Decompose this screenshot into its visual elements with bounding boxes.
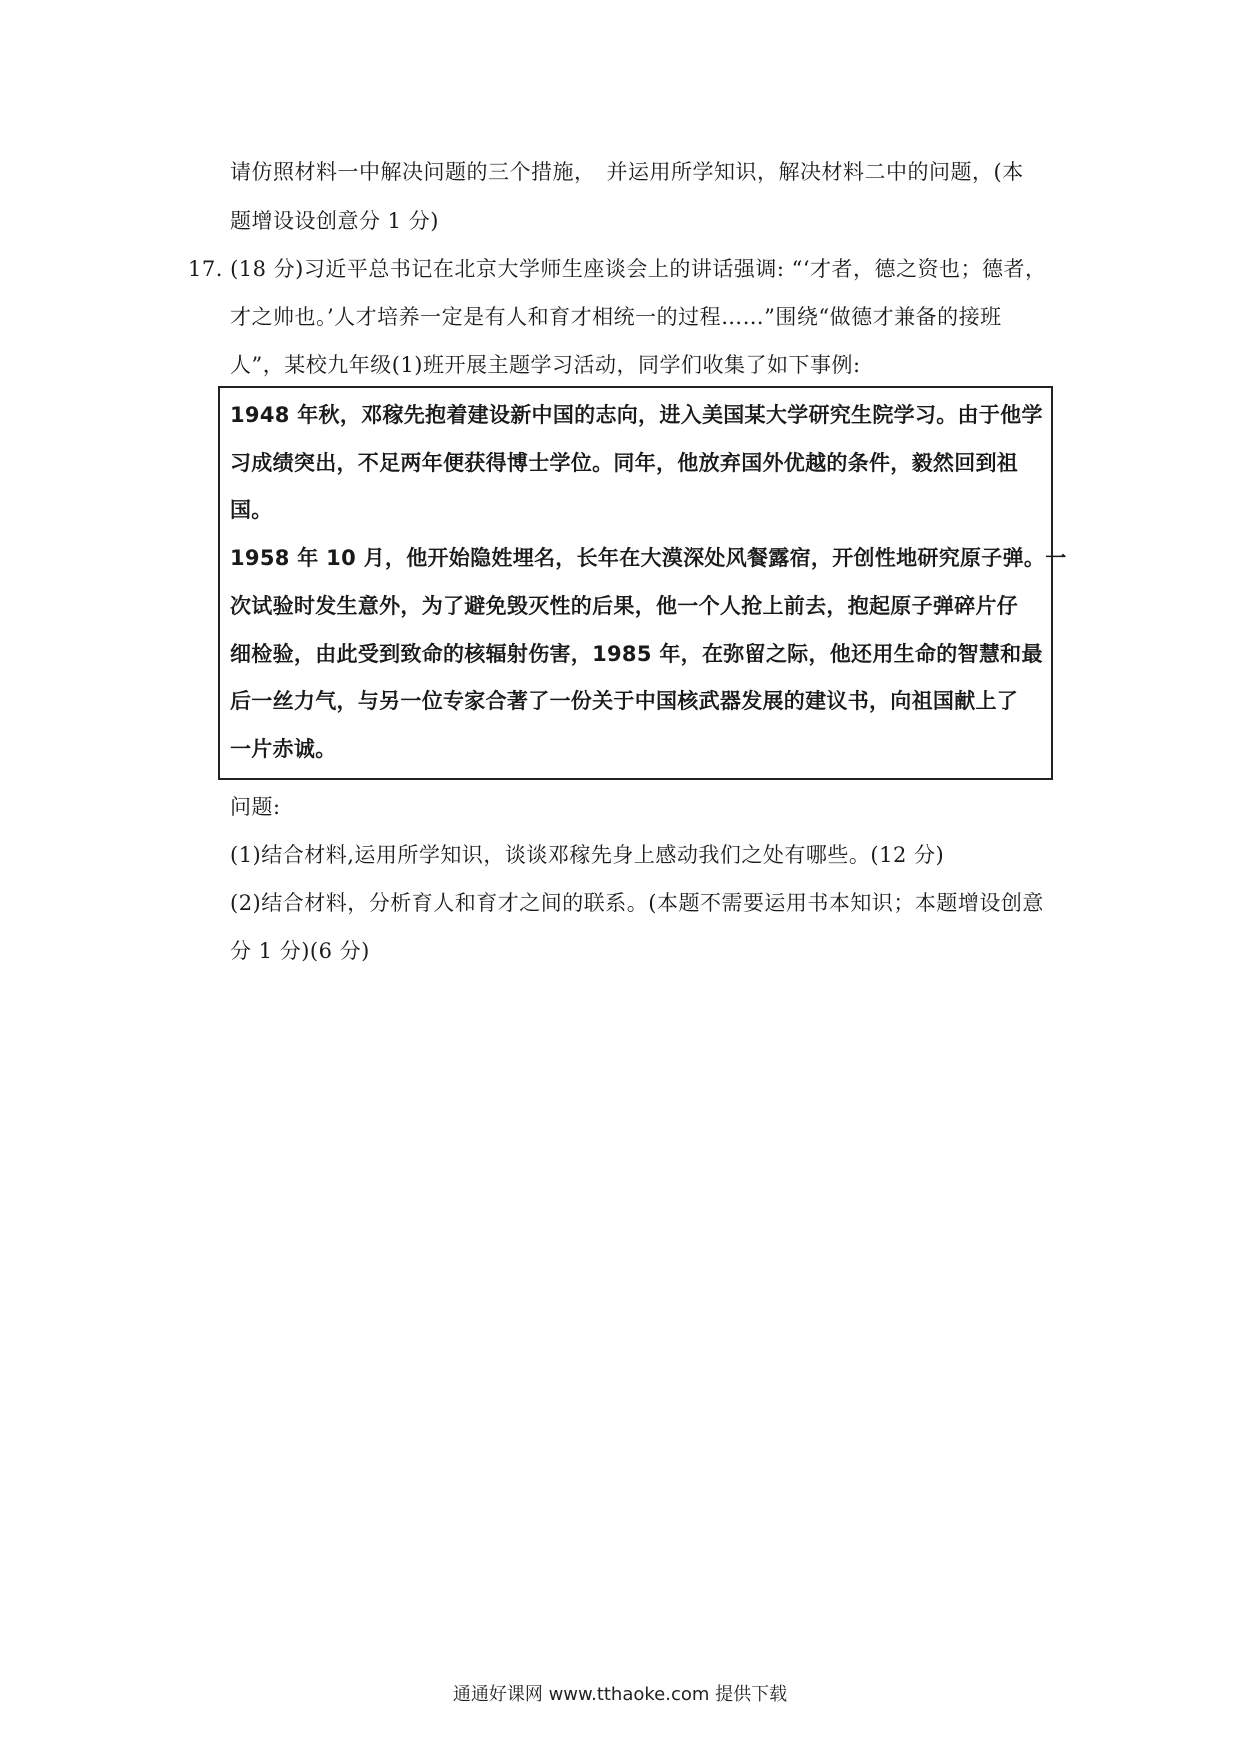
material-line: 后一丝力气，与另一位专家合著了一份关于中国核武器发展的建议书，向祖国献上了	[230, 689, 1019, 713]
question-1: (1)结合材料,运用所学知识，谈谈邓稼先身上感动我们之处有哪些。(12 分)	[230, 843, 945, 867]
question-2-line-1: (2)结合材料，分析育人和育才之间的联系。(本题不需要运用书本知识；本题增设创意	[230, 891, 1044, 915]
material-line: 细检验，由此受到致命的核辐射伤害，1985 年，在弥留之际，他还用生命的智慧和最	[230, 642, 1043, 666]
material-line: 习成绩突出，不足两年便获得博士学位。同年，他放弃国外优越的条件，毅然回到祖	[230, 451, 1019, 475]
question-2-line-2: 分 1 分)(6 分)	[230, 939, 370, 963]
material-line: 1958 年 10 月，他开始隐姓埋名，长年在大漠深处风餐露宿，开创性地研究原子弹。一	[230, 546, 1067, 570]
material-line: 一片赤诚。	[230, 737, 337, 761]
material-box	[218, 386, 1067, 780]
question-17-line-1: 17. (18 分)习近平总书记在北京大学师生座谈会上的讲话强调: “‘才者，德之资也；德者，	[188, 257, 1047, 281]
material-line: 次试验时发生意外，为了避免毁灭性的后果，他一个人抢上前去，抱起原子弹碎片仔	[230, 594, 1019, 618]
material-line: 国。	[230, 498, 273, 522]
intro-line-2: 题增设设创意分 1 分)	[230, 209, 439, 233]
question-17-line-3: 人”，某校九年级(1)班开展主题学习活动，同学们收集了如下事例:	[230, 353, 861, 377]
questions-heading: 问题:	[230, 795, 281, 819]
intro-line-1: 请仿照材料一中解决问题的三个措施， 并运用所学知识，解决材料二中的问题，(本	[230, 160, 1024, 184]
question-17-line-2: 才之帅也。’人才培养一定是有人和育才相统一的过程……”围绕“做德才兼备的接班	[230, 305, 1002, 329]
footer-watermark: 通通好课网 www.tthaoke.com 提供下载	[452, 1684, 788, 1705]
material-line: 1948 年秋，邓稼先抱着建设新中国的志向，进入美国某大学研究生院学习。由于他学	[230, 403, 1043, 427]
